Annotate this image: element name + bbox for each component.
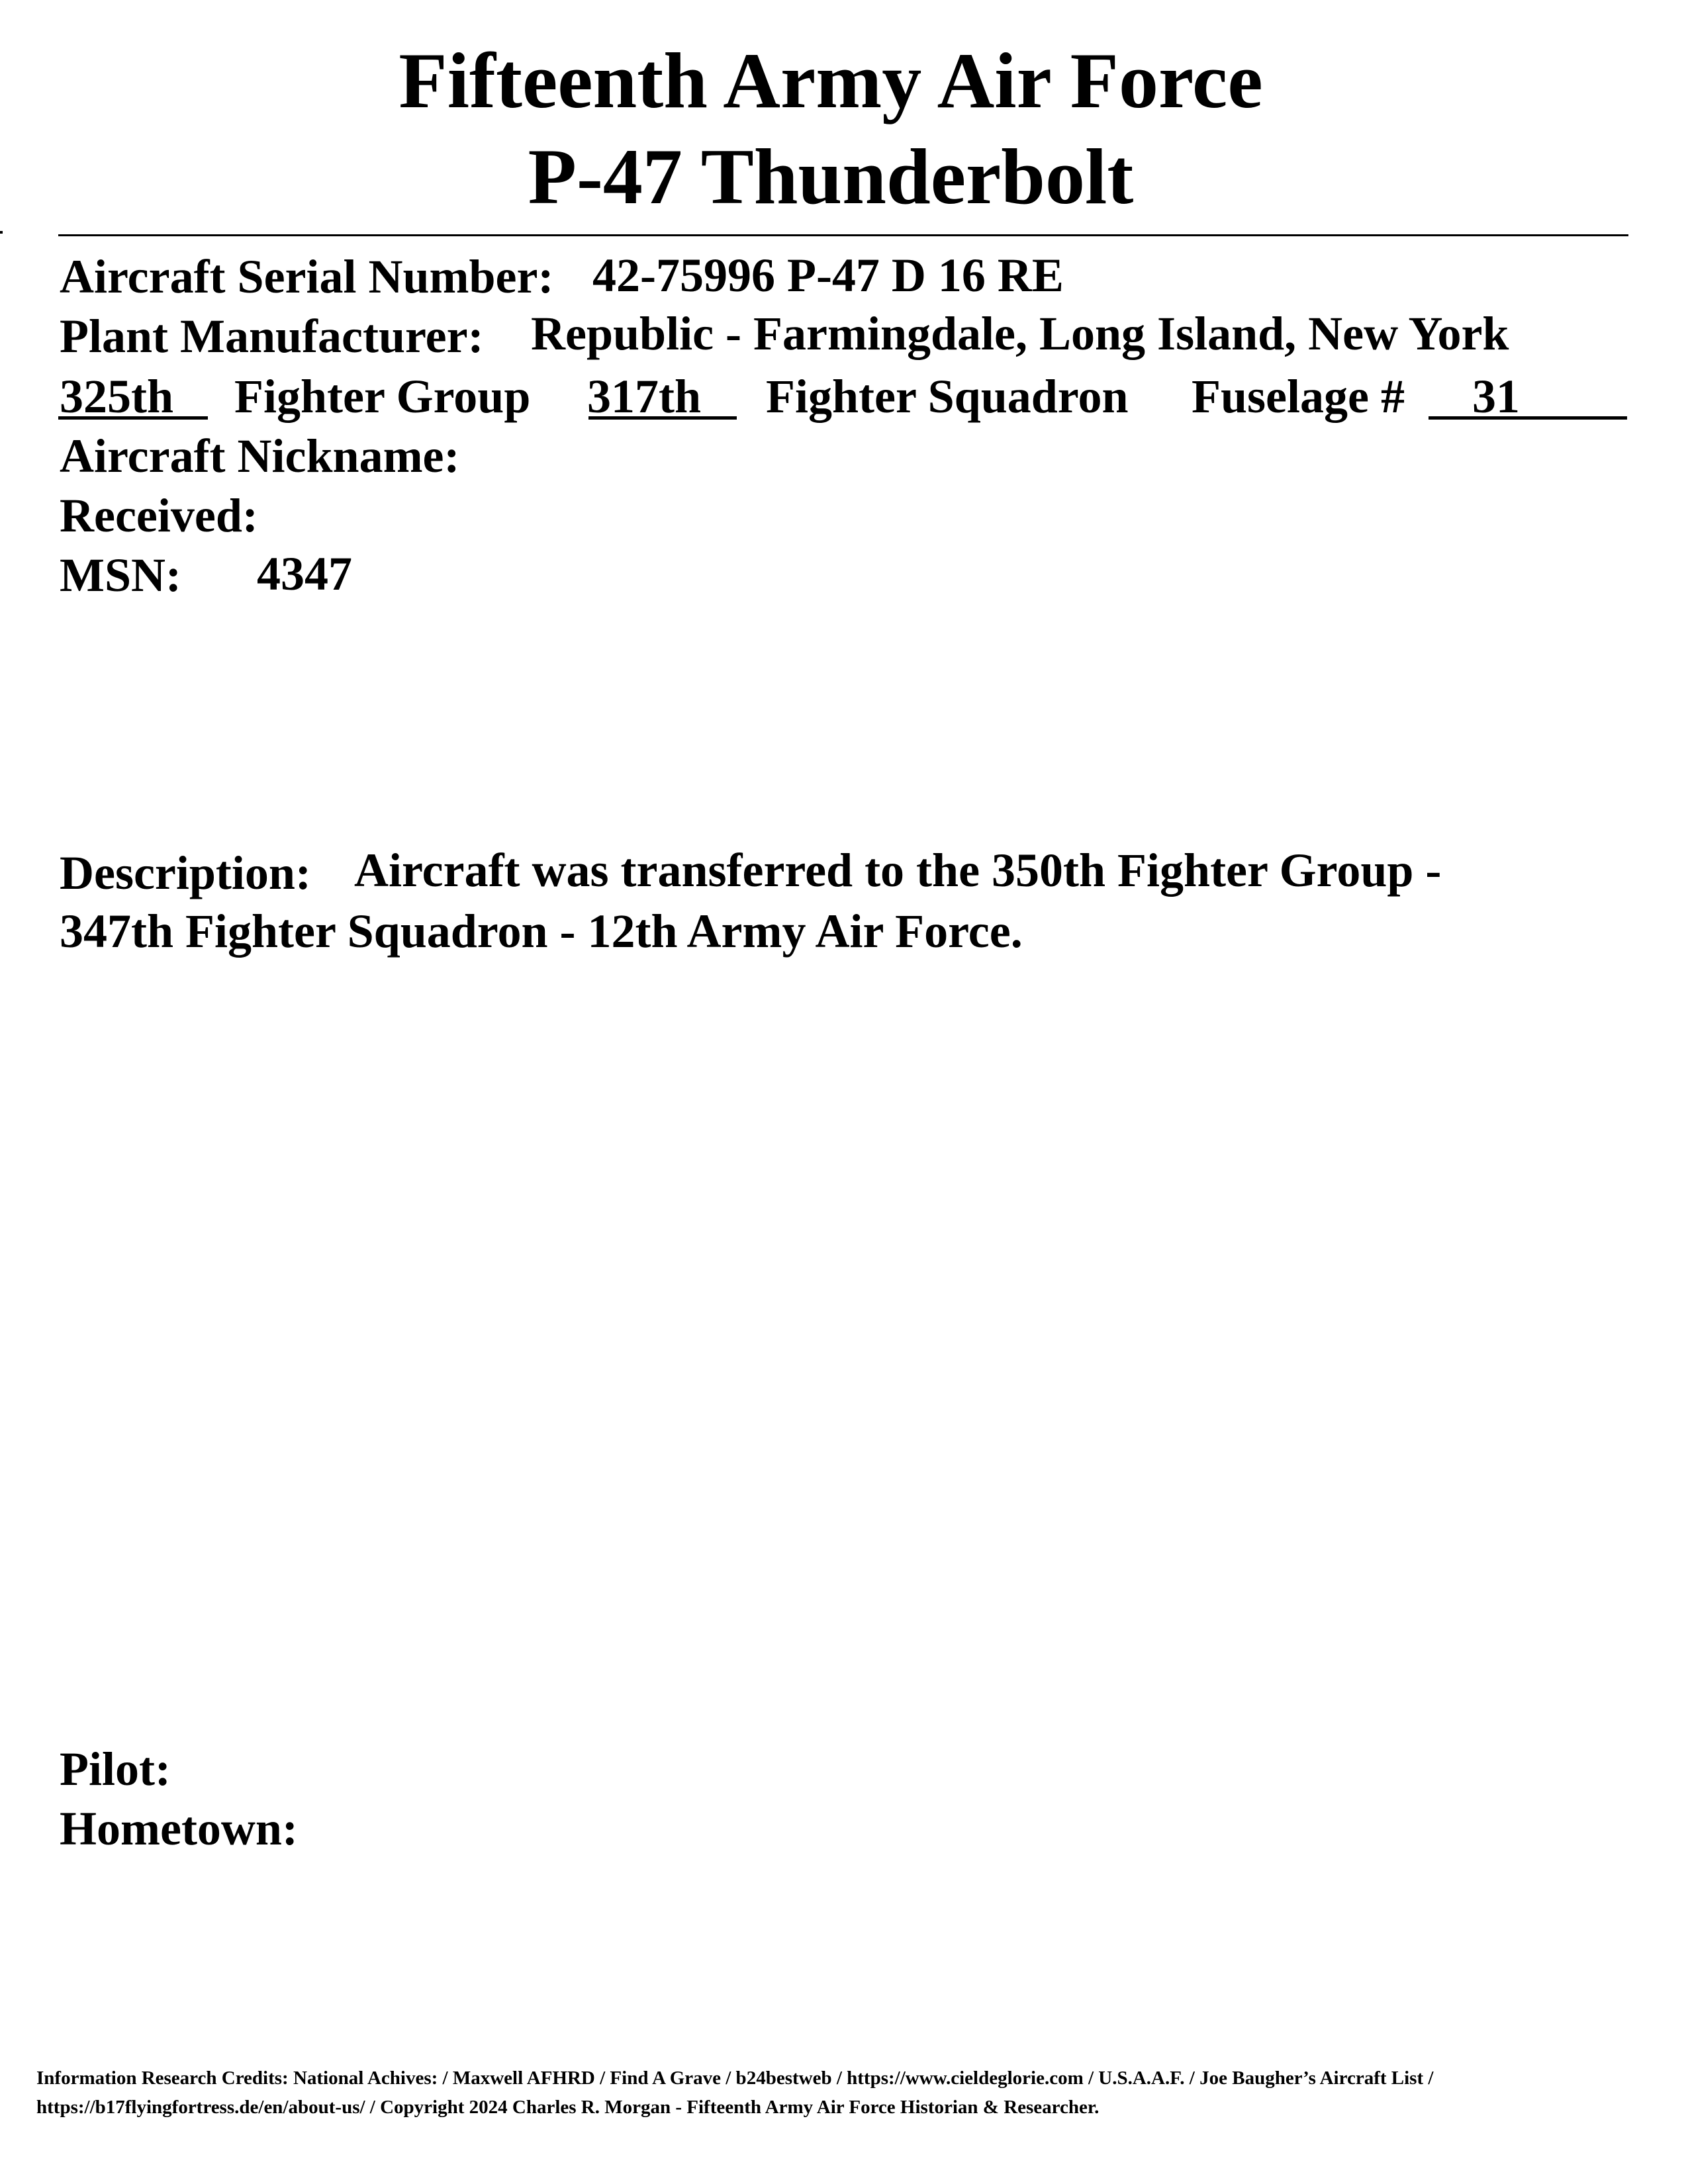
squadron-label: Fighter Squadron bbox=[766, 370, 1129, 423]
page-title: Fifteenth Army Air Force bbox=[399, 36, 1263, 124]
margin-mark bbox=[0, 231, 3, 234]
fuselage-label: Fuselage # bbox=[1192, 370, 1405, 423]
squadron-value: 317th bbox=[587, 370, 702, 423]
description-label: Description: bbox=[60, 846, 311, 899]
msn-value: 4347 bbox=[257, 547, 352, 600]
description-line-1: Aircraft was transferred to the 350th Fighter Group - bbox=[354, 844, 1442, 897]
manufacturer-label: Plant Manufacturer: bbox=[60, 310, 484, 363]
group-value: 325th bbox=[60, 370, 174, 423]
credits-line-1: Information Research Credits: National Achives: / Maxwell AFHRD / Find A Grave / b24bestweb / https://www.cieldeglorie.com / U.S.A.A.F. / Joe Baugher’s Aircraft List / bbox=[36, 2068, 1434, 2089]
group-underline bbox=[58, 416, 208, 420]
credits-line-2: https://b17flyingfortress.de/en/about-us/ / Copyright 2024 Charles R. Morgan - Fifteenth Army Air Force Historian & Researcher. bbox=[36, 2097, 1100, 2118]
fuselage-value: 31 bbox=[1472, 370, 1520, 423]
manufacturer-value: Republic - Farmingdale, Long Island, New York bbox=[531, 307, 1509, 360]
header-divider bbox=[58, 234, 1628, 236]
group-label: Fighter Group bbox=[234, 370, 531, 423]
page-subtitle: P-47 Thunderbolt bbox=[528, 132, 1134, 220]
pilot-label: Pilot: bbox=[60, 1743, 171, 1796]
hometown-label: Hometown: bbox=[60, 1802, 298, 1855]
squadron-underline bbox=[588, 416, 737, 420]
nickname-label: Aircraft Nickname: bbox=[60, 430, 460, 482]
description-line-2: 347th Fighter Squadron - 12th Army Air Force. bbox=[60, 905, 1023, 958]
serial-value: 42-75996 P-47 D 16 RE bbox=[592, 249, 1064, 302]
fuselage-underline bbox=[1429, 416, 1627, 420]
credits-footer bbox=[36, 2064, 1433, 2122]
msn-label: MSN: bbox=[60, 549, 181, 602]
serial-label: Aircraft Serial Number: bbox=[60, 250, 554, 303]
received-label: Received: bbox=[60, 489, 258, 542]
